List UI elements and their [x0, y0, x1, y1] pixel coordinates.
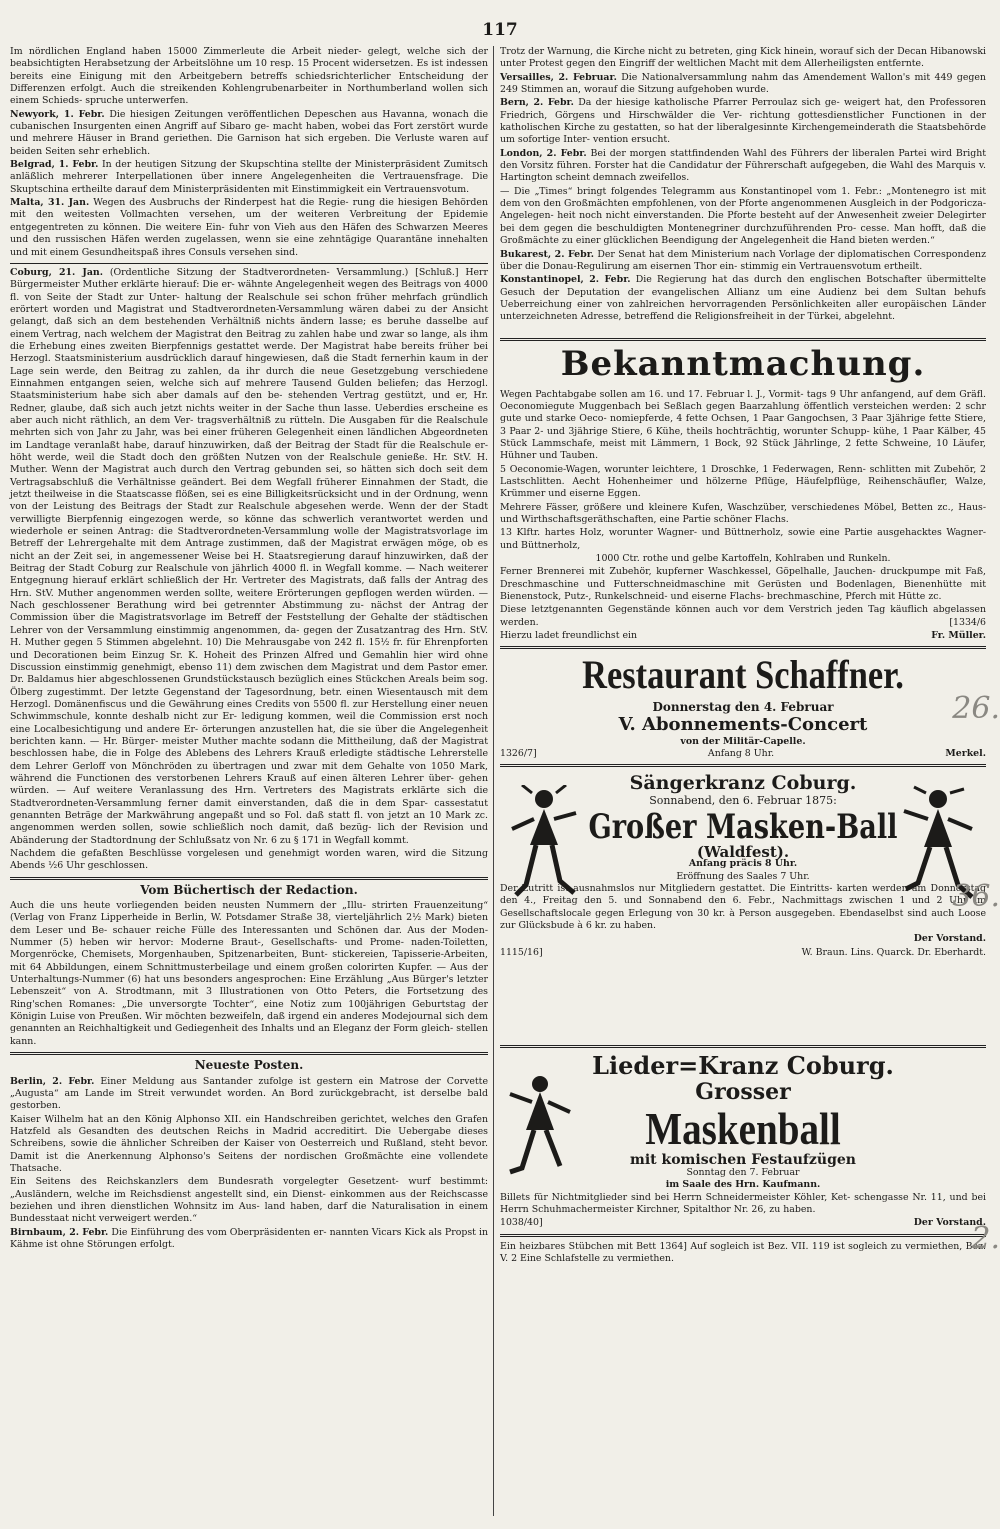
- article-england: Im nördlichen England haben 15000 Zimmerleute die Arbeit nieder- gelegt, welche sich der beabsichtigten Herabsetzung der Arbeitslöhne um 10 resp. 15 Procent widersetzen. Es ist indessen bereits eine Einigung mit den Arbeitgebern betreffs schiedsrichterlicher Entscheidung der Differenzen erfolgt. Auch die streikenden Kohlengrubenarbeiter in Northumberland wollen sich einem Schieds- spruche unterwerfen.: [10, 46, 488, 107]
- ad-title: Sängerkranz Coburg.: [629, 772, 857, 795]
- ad-text: Mehrere Fässer, größere und kleinere Kufen, Waschzüber, verschiedenes Möbel, Betten zc., Haus- und Wirthschaftsgeräthschaften, eine Partie schöner Flachs.: [500, 501, 986, 525]
- ad-subtitle: mit komischen Festaufzügen: [630, 1152, 856, 1169]
- ad-title: Bekanntmachung.: [560, 343, 926, 384]
- dateline: London, 2. Febr.: [500, 147, 587, 159]
- article-london: [500, 148, 986, 185]
- ad-reference: [1334/6: [949, 616, 986, 628]
- handwritten-note: 36.: [952, 879, 1000, 915]
- article-bern: [500, 97, 986, 146]
- ad-names: W. Braun. Lins. Quarck. Dr. Eberhardt.: [801, 946, 986, 958]
- divider: [500, 338, 986, 341]
- dateline: Birnbaum, 2. Febr.: [10, 1226, 109, 1238]
- ad-text: Ferner Brennerei mit Zubehör, kupferner Waschkessel, Göpelhalle, Jauchen- druckpumpe mit Faß, Dreschmaschine und Futterschneidmaschine mit Gerüsten und Bodenlagen, Bienenhütte mit Bienenstock, Putz-, Runkelschneid- und eiserne Flachs- brechmaschine, Pferch mit Hütte zc.: [500, 566, 986, 603]
- article-text: Da der hiesige katholische Pfarrer Perroulaz sich ge- weigert hat, den Professoren Friedrich, Görgens und Hirschwälder die Ver- richtung gottesdienstlicher Functionen in der katholischen Kirche zu gestatten, so hat der liberalgesinnte Kirchengemeinderath die Staatsbehörde um sofortige Inter- vention ersucht.: [500, 97, 987, 146]
- article-berlin: [10, 1076, 488, 1113]
- article-coburg-end: Nachdem die gefaßten Beschlüsse vorgelesen und genehmigt worden waren, wird die Sitzung Abends ½6 Uhr geschlossen.: [10, 848, 488, 872]
- ad-text: Ein heizbares Stübchen mit Bett 1364] Auf sogleich ist Bez. VII. 119 ist sogleich zu vermiethen, Bez. V. 2 Eine Schlafstelle zu vermiethen.: [500, 1240, 986, 1264]
- article-continued: Trotz der Warnung, die Kirche nicht zu betreten, ging Kick hinein, worauf sich der Decan Hibanowski unter Protest gegen den Eingriff der weltlichen Macht mit dem Allerheiligsten entfernte.: [500, 46, 986, 70]
- dateline: Konstantinopel, 2. Febr.: [500, 274, 631, 286]
- divider: [500, 1234, 986, 1237]
- ad-signer: Merkel.: [945, 748, 986, 760]
- ad-text: [500, 604, 986, 629]
- article-versailles: [500, 72, 986, 97]
- handwritten-note: 2.: [971, 1220, 1000, 1256]
- article-text: In der heutigen Sitzung der Skupschtina stellte der Ministerpräsident Zumitsch anläßlich mehrerer Interpellationen über innere Angelegenheiten die Vertrauensfrage. Die Skuptschina ertheilte darauf dem Ministerpräsidenten mit Einstimmigkeit ein Vertrauensvotum.: [10, 159, 488, 195]
- article-text: Bei der morgen stattfindenden Wahl des Führers der liberalen Partei wird Bright den Vorsitz führen. Forster hat die Candidatur der Führerschaft aufgegeben, die Wahl des Marquis v. Hartington scheint demnach zweifellos.: [500, 147, 986, 184]
- dateline: Newyork, 1. Febr.: [10, 108, 105, 120]
- dateline: Bern, 2. Febr.: [500, 97, 574, 109]
- ad-text-span: Diese letztgenannten Gegenstände können auch vor dem Verstrich jeden Tag käuflich abgelassen werden.: [500, 604, 986, 628]
- left-column: [10, 46, 488, 1252]
- ad-text: 13 Klftr. hartes Holz, worunter Wagner- und Büttnerholz, sowie eine Partie ausgehacktes Wagner- und Büttnerholz,: [500, 527, 986, 551]
- ad-time: Anfang 8 Uhr.: [707, 748, 775, 760]
- article-text: Die Nationalversammlung nahm das Amendement Wallon's mit 449 gegen 249 Stimmen an, worauf die Sitzung aufgehoben wurde.: [500, 71, 986, 96]
- article-coburg: [10, 267, 488, 847]
- ad-text: 5 Oeconomie-Wagen, worunter leichtere, 1 Droschke, 1 Federwagen, Renn- schlitten mit Zubehör, 2 Lastschlitten. Aecht Hohenheimer und hölzerne Pflüge, Häufelpflüge, Reihenschäufler, Walze, Krümmer und eiserne Eggen.: [500, 463, 986, 500]
- ad-place: im Saale des Hrn. Kaufmann.: [665, 1179, 821, 1191]
- ad-event: Maskenball: [645, 1103, 841, 1155]
- ad-signer: Der Vorstand.: [913, 1217, 986, 1229]
- ad-title: Lieder=Kranz Coburg.: [592, 1051, 894, 1081]
- divider: [10, 1052, 488, 1055]
- ad-reference: 1115/16]: [500, 946, 543, 958]
- ad-signer: Der Vorstand.: [913, 933, 986, 945]
- ad-reference: 1326/7]: [500, 748, 537, 760]
- ad-footer: [500, 1217, 986, 1229]
- ad-text: Der Zutritt ist ausnahmslos nur Mitgliedern gestattet. Die Eintritts- karten werden am Donnerstag den 4., Freitag den 5. und Sonnabend den 6. Febr., Nachmittags zwischen 1 und 2 Uhr im Gesellschaftslocale gegen Erlegung von 30 kr. à Person ausgegeben. Ebendaselbst sind auch Loose zur Glücksbude à 6 kr. zu haben.: [500, 882, 986, 931]
- ad-text: Billets für Nichtmitglieder sind bei Herrn Schneidermeister Köhler, Ket- schengasse Nr. 11, und bei Herrn Schuhmachermeister Kirchner, Spitalthor Nr. 26, zu haben.: [500, 1191, 986, 1215]
- ad-start: Anfang präcis 8 Uhr.: [688, 858, 798, 870]
- dateline: Belgrad, 1. Febr.: [10, 159, 99, 171]
- article-kaiser: Kaiser Wilhelm hat an den König Alphonso XII. ein Handschreiben gerichtet, welches den Grafen Hatzfeld als Gesandten des deutschen Reichs in Madrid accreditirt. Die Uebergabe dieses Schreibens, sowie die ähnlicher Schreiben der Kaiser von Oesterreich und Rußland, steht bevor. Damit ist die Anerkennung Alphonso's Seitens der nordischen Großmächte eine vollendete Thatsache.: [10, 1113, 488, 1174]
- article-times: — Die „Times“ bringt folgendes Telegramm aus Konstantinopel vom 1. Febr.: „Montenegro ist mit dem von den Großmächten empfohlenen, von der Pforte angenommenen Ausgleich in der Podgoricza-Angelegen- heit noch nicht einverstanden. Die Pforte besteht auf der Anwesenheit zweier Delegirter bei dem gegen die beschuldigten Montenegriner durchzuführenden Pro- cesse. Man hofft, daß die Großmächte zu einer glücklichen Beendigung der Angelegenheit die Hand bieten werden.“: [500, 185, 986, 247]
- dateline: Bukarest, 2. Febr.: [500, 248, 595, 260]
- ad-saengerkranz: [500, 771, 1000, 1041]
- ad-footer: [500, 748, 986, 760]
- article-text: Einer Meldung aus Santander zufolge ist gestern ein Matrose der Corvette „Augusta“ am Lande im Streit verwundet worden. An Bord zurückgebracht, ist derselbe bald gestorben.: [10, 1075, 489, 1112]
- article-buechertisch: Auch die uns heute vorliegenden beiden neusten Nummern der „Illu- strirten Frauenzeitung“ (Verlag von Franz Lipperheide in Berlin, W. Potsdamer Straße 38, vierteljährlich 2½ Mark) bieten dem Leser und Be- schauer reiche Fülle des Interessanten und Schönen dar. Aus der Moden- Nummer (5) heben wir hervor: Moderne Braut-, Gesellschafts- und Prome- naden-Toiletten, Morgenröcke, Chemisets, Morgenhauben, Spitzenarbeiten, Bunt- stickereien, Tapisserie-Arbeiten, mit 64 Abbildungen, einem Schnittmusterbeilage und einem großen colorirten Kupfer. — Aus der Unterhaltungs-Nummer (6) hat uns besonders angesprochen: Eine Erzählung „Aus Bürger's letzter Lebenszeit“ von A. Strodtmann, mit 3 Illustrationen von Otto Peters, die Fortsetzung des Ring'schen Romanes: „Die unversorgte Tochter“, eine Notiz zum 100jährigen Geburtstag der Königin Luise von Preußen. Wir möchten bezweifeln, daß irgend ein anderes Modejournal sich dem genannten an Reichhaltigkeit und Gediegenheit des Inhalts und an Eleganz der Form gleich- stellen kann.: [10, 900, 488, 1047]
- divider: [10, 263, 488, 264]
- article-birnbaum: [10, 1227, 488, 1252]
- ad-date: Sonntag den 7. Februar: [686, 1166, 800, 1178]
- ad-reference: 1038/40]: [500, 1217, 543, 1229]
- ad-event: Großer Masken-Ball: [588, 806, 898, 847]
- article-text: Die hiesigen Zeitungen veröffentlichen Depeschen aus Havanna, wonach die cubanischen Insurgenten einen Angriff auf Sibaro ge- macht haben, wobei das Fort zerstört wurde und mehrere Häuser in Brand geriethen. Die Garnison hat sich ergeben. Die Verluste waren auf beiden Seiten sehr erheblich.: [10, 108, 489, 157]
- article-text: Wegen des Ausbruchs der Rinderpest hat die Regie- rung die hiesigen Behörden mit den weitesten Vollmachten versehen, um der weiteren Verbreitung der Epidemie entgegentreten zu können. Die weitere Ein- fuhr von Vieh aus den Häfen des Schwarzen Meeres und den russischen Häfen werden zugelassen, wenn sie eine zehntägige Quarantäne innehalten und mit einem Gesundheitspaß ihres Consuls versehen sind.: [10, 197, 488, 258]
- article-malta: [10, 197, 488, 259]
- column-divider: [493, 46, 494, 1516]
- section-heading-buechertisch: Vom Büchertisch der Redaction.: [140, 882, 358, 897]
- ad-bekanntmachung: [500, 345, 986, 643]
- article-belgrad: [10, 159, 488, 196]
- ad-signer: Fr. Müller.: [931, 630, 986, 642]
- ad-text: Wegen Pachtabgabe sollen am 16. und 17. Februar l. J., Vormit- tags 9 Uhr anfangend, auf dem Gräfl. Oeconomiegute Muggenbach bei Seßlach gegen Baarzahlung öffentlich versteichen werden: 2 schr gute und starke Oeco- nomiepferde, 4 fette Ochsen, 1 Paar Gangochsen, 3 Paar 3jährige fette Stiere, 3 Paar 2- und 3jährige Stiere, 6 Kühe, theils hochträchtig, worunter Schupp- kühe, 1 Paar Kälber, 45 Stück Lammschafe, meist mit Lämmern, 1 Bock, 92 Stück Jährlinge, 2 fette Schweine, 10 Läufer, Hühner und Tauben.: [500, 388, 986, 462]
- article-text: Die Einführung des vom Oberpräsidenten er- nannten Vicars Kick als Propst in Kähme ist ohne Störungen erfolgt.: [10, 1226, 488, 1250]
- article-konstantinopel: [500, 274, 986, 323]
- ad-title: Restaurant Schaffner.: [582, 652, 904, 698]
- ad-restaurant-schaffner: [500, 652, 1000, 760]
- ad-date: Sonnabend, den 6. Februar 1875:: [649, 794, 837, 808]
- ad-by: von der Militär-Capelle.: [680, 735, 806, 747]
- article-reichskanzler: Ein Seitens des Reichskanzlers dem Bundesrath vorgelegter Gesetzent- wurf bestimmt: „Ausländern, welche im Reichsdienst angestellt sind, ein Dienst- einkommen aus der Reichscasse beziehen und ihren dienstlichen Wohnsitz im Aus- land haben, darf die Naturalisation in einem Bundesstaat nicht verweigert werden.“: [10, 1176, 488, 1225]
- article-text: Die Regierung hat das durch den englischen Botschafter übermittelte Gesuch der Deputation der evangelischen Allianz um eine Audienz bei dem Sultan behufs Ueberreichung einer von zahlreichen hervorragenden Persönlichkeiten aller europäischen Länder unterzeichneten Adresse, betreffend die Religionsfreiheit in der Türkei, abgelehnt.: [500, 274, 986, 323]
- ad-grosser: Grosser: [695, 1079, 791, 1106]
- article-text: (Ordentliche Sitzung der Stadtverordneten- Versammlung.) [Schluß.] Herr Bürgermeister Muther erklärte hierauf: Die er- wähnte Angelegenheit wegen des Beitrags von 4000 fl. von Seite der Stadt zur Unter- haltung der Realschule sei schon früher mehrfach gründlich erörtert worden und Magistrat und Stadtverordneten-Versammlung wären dabei zu der Ansicht gelangt, daß sich an dem bestehenden Verhältniß nichts ändern lasse; es beruhe dasselbe auf einem Vertrag, nach welchem der Magistrat den Beitrag zu zahlen habe und zwar so lange, als ihm die Erhebung eines zweiten Bierpfennigs gestattet werde. Der Magistrat habe bereits früher bei Herzogl. Staatsministerium ausdrücklich darauf hingewiesen, daß die Stadt fernerhin kaum in der Lage sein werde, den Beitrag zu zahlen, da ihr durch die neue Gesetzgebung verschiedene Einnahmen entgangen seien, welche sich auf mehrere Tausend Gulden beliefen; das Herzogl. Staatsministerium habe sich aber damals auf den be- stehenden Vertrag gestützt, und er, Hr. Redner, glaube, daß sich auch jetzt nichts weiter in der Sache thun lasse. Ueberdies erscheine es aber auch nicht räthlich, an dem Ver- tragsverhältniß zu rütteln. Die Ausgaben für die Realschule mehrten sich von Jahr zu Jahr, was bei einer früheren Gelegenheit einen ländlichen Abgeordneten im Landtage veranlaßt habe, darauf hinzuwirken, daß der Beitrag der Stadt für die Realschule er- höht werde, weil die Stadt doch den größten Nutzen von der Realschule genieße. Hr. StV. H. Muther. Wenn der Magistrat auch durch den Vertrag gebunden sei, so hätten sich doch seit dem Vertragsabschluß die Verhältnisse geändert. Bei dem Wegfall früherer Einnahmen der Stadt, die jetzt theilweise in die Staatscasse flößen, sei es eine Billigkeitsrücksicht und in der Ordnung, wenn von der Leistung des Beitrags der Stadt zur Realschule abgesehen werde. Wenn der der Stadt verwilligte Bierpfennig eingezogen werde, so könne das schwerlich verantwortet werden und wiederhole er seinen Antrag: die Stadtverordneten-Versammlung wolle der Magistratsvorlage im Betreff der Lehrergehalte mit dem Antrage zustimmen, daß der Magistrat erwägen möge, ob es nicht an der Zeit sei, in angemessener Weise bei H. Staatsregierung darauf hinzuwirken, daß der Beitrag der Stadt Coburg zur Realschule von jährlich 4000 fl. in Wegfall komme. — Nach weiterer Entgegnung hierauf erklärt schließlich der Hr. Vertreter des Magistrats, daß falls der Antrag des Hrn. StV. Muther angenommen werden sollte, weitere Erörterungen gepflogen werden würden. — Nach geschlossener Berathung wird bei getrennter Abstimmung zu- nächst der Antrag der Commission über die Magistratsvorlage im Betreff der Feststellung der Gehalte der städtischen Lehrer von der Versammlung einstimmig angenommen, da- gegen der Zusatzantrag des Hrn. StV. H. Muther gegen 5 Stimmen abgelehnt. 10) Die Mehrausgabe von 242 fl. 15½ fr. für Ehrenpforten und Decorationen beim Einzug Sr. K. Hoheit des Prinzen Alfred und Gemahlin hier wird ohne Discussion einstimmig genehmigt, ebenso 11) dem zwischen dem Magistrat und dem Pastor emer. Dr. Baldamus hier abgeschlossenen Grundstückstausch bezüglich eines Stückchen Areals beim sog. Ölberg zugestimmt. Der letzte Gegenstand der Tagesordnung, betr. einen Wiesentausch mit dem Herzogl. Domänenfiscus und die Gewährung eines Credits von 5500 fl. zur Herstellung einer neuen Schwimmschule, konnte deshalb nicht zur Er- ledigung kommen, weil die Commission erst noch eine Localbesichtigung und andere Er- örterungen anzustellen hat, die sie über die Angelegenheit berichten kann. — Hr. Bürger- meister Muther machte sodann die Mittheilung, daß der Magistrat beschlossen habe, die in Folge des Ablebens des Lehrers Krauß erledigte städtische Lehrerstelle dem Lehrer Gerloff von Mönchröden zu übertragen und zwar mit dem Gehalte von 1050 Mark, während die Functionen des verstorbenen Lehrers Krauß auf einen älteren Lehrer über- gehen würden. — Auf weitere Veranlassung des Hrn. Vertreters des Magistrats erklärte sich die Stadtverordneten-Versammlung ferner damit einverstanden, daß die in dem Spar- cassestatut genannten Beträge der Markwährung angepaßt und so Fol. daß statt fl. von jetzt an 10 Mark zc. angenommen werden sollen, sowie schließlich noch damit, daß bezüg- lich der Revision und Abänderung der Stadtordnung der Schlußsatz von Nr. 6 zu § 171 in Wegfall kommt.: [10, 266, 489, 846]
- ad-text: 1000 Ctr. rothe und gelbe Kartoffeln, Kohlraben und Runkeln.: [595, 553, 891, 565]
- divider: [10, 877, 488, 880]
- ad-invite: [500, 630, 986, 642]
- ad-subtitle: (Waldfest).: [696, 842, 790, 861]
- handwritten-note: 26.: [952, 691, 1000, 727]
- article-text: Der Senat hat dem Ministerium nach Vorlage der diplomatischen Correspondenz über die Donau-Regulirung am eisernen Thor ein- stimmig ein Vertrauensvotum ertheilt.: [500, 248, 987, 272]
- page-number: 117: [482, 20, 518, 40]
- ad-event: V. Abonnements-Concert: [618, 713, 868, 735]
- right-column: [500, 46, 1000, 1266]
- ad-open: Eröffnung des Saales 7 Uhr.: [676, 870, 810, 882]
- ad-invite-text: Hierzu ladet freundlichst ein: [500, 630, 638, 642]
- section-heading-neueste-posten: Neueste Posten.: [194, 1058, 304, 1073]
- divider: [500, 646, 986, 649]
- article-newyork: [10, 109, 488, 158]
- divider: [500, 764, 986, 767]
- dateline: Coburg, 21. Jan.: [10, 266, 103, 278]
- article-bukarest: [500, 249, 986, 274]
- dateline: Berlin, 2. Febr.: [10, 1075, 95, 1087]
- ad-footer: [500, 947, 986, 959]
- dateline: Versailles, 2. Februar.: [500, 71, 617, 83]
- dateline: Malta, 31. Jan.: [10, 197, 90, 209]
- ad-date: Donnerstag den 4. Februar: [652, 700, 834, 715]
- divider: [500, 1045, 986, 1048]
- ad-liederkranz: [500, 1052, 986, 1229]
